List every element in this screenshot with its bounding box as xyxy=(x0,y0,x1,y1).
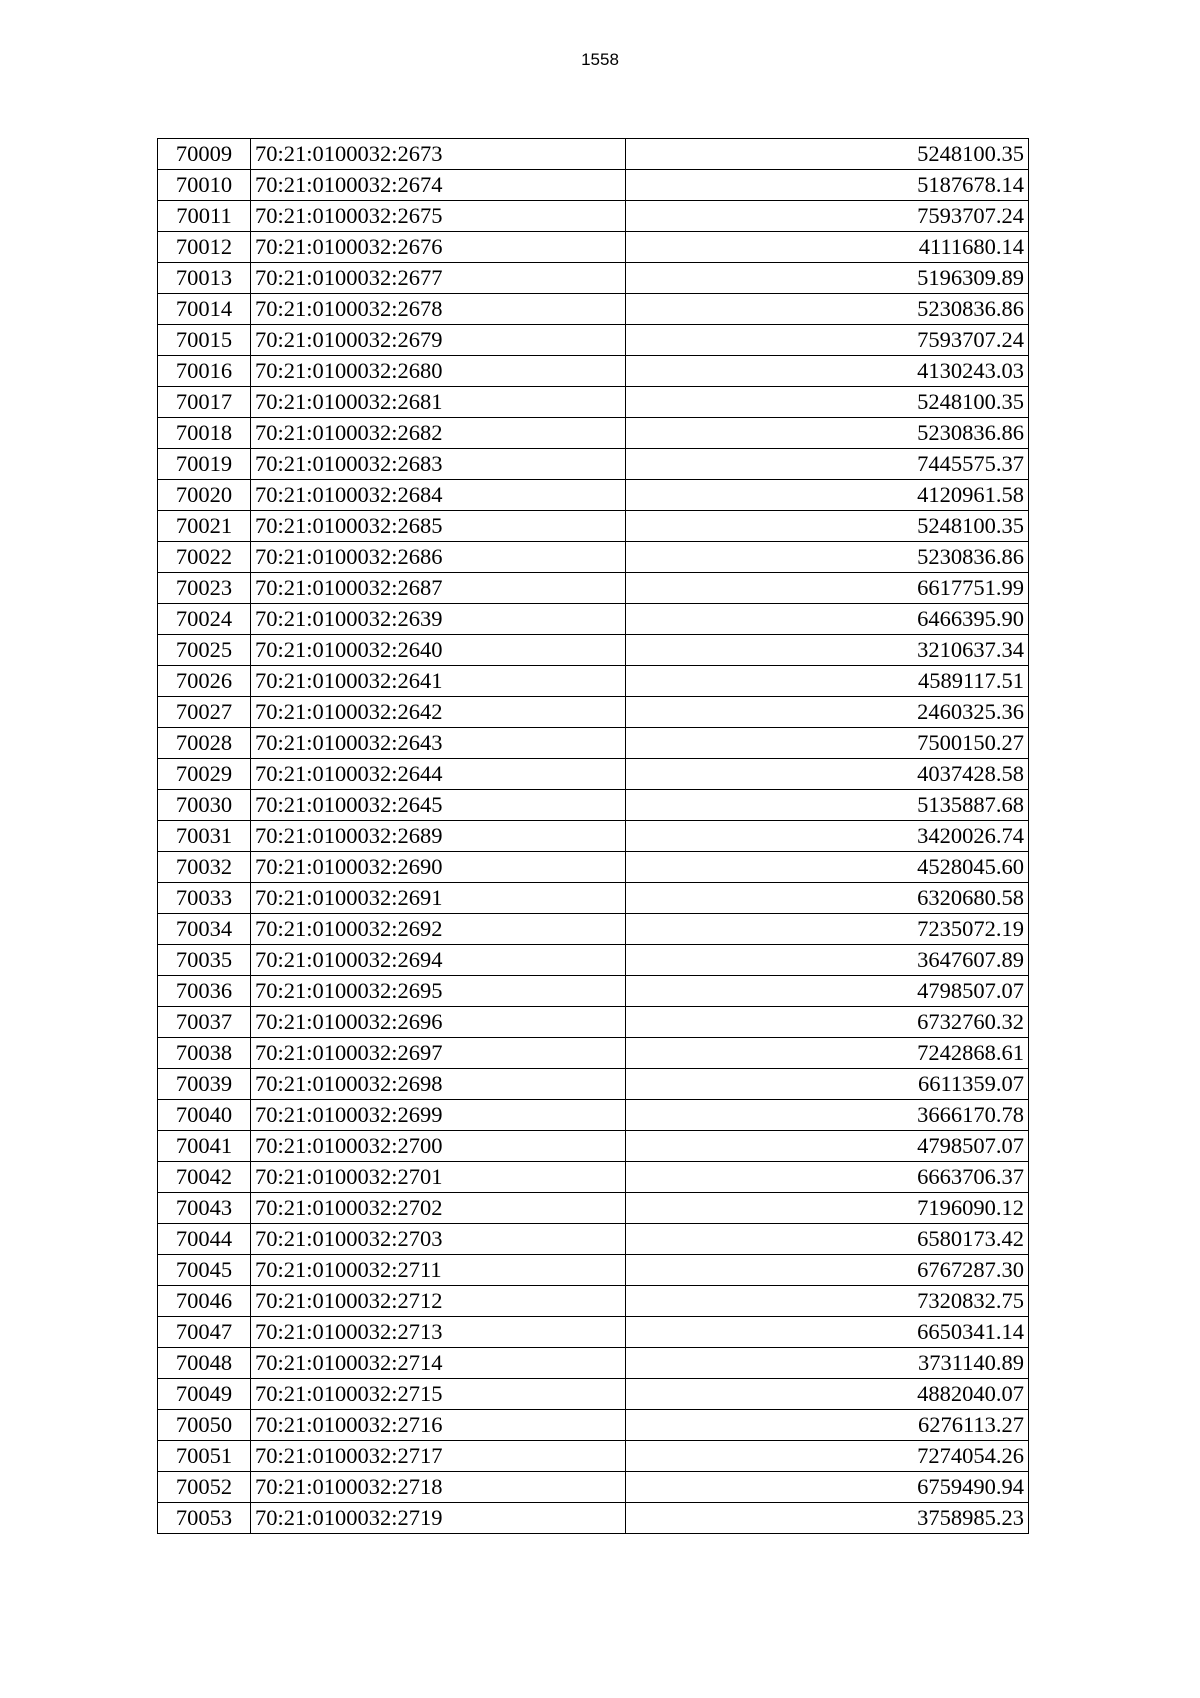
table-row xyxy=(158,511,1029,542)
table-row xyxy=(158,759,1029,790)
table-row xyxy=(158,728,1029,759)
table-row xyxy=(158,1224,1029,1255)
table-row xyxy=(158,232,1029,263)
row-number-cell: 70030 xyxy=(158,790,251,821)
row-number-cell: 70039 xyxy=(158,1069,251,1100)
value-cell: 5230836.86 xyxy=(626,418,1029,449)
row-number-cell: 70037 xyxy=(158,1007,251,1038)
table-row xyxy=(158,418,1029,449)
cadastral-number-cell: 70:21:0100032:2696 xyxy=(251,1007,626,1038)
row-number-cell: 70019 xyxy=(158,449,251,480)
value-cell: 3420026.74 xyxy=(626,821,1029,852)
row-number-cell: 70022 xyxy=(158,542,251,573)
table-row xyxy=(158,170,1029,201)
table-row xyxy=(158,1286,1029,1317)
value-cell: 5135887.68 xyxy=(626,790,1029,821)
row-number-cell: 70049 xyxy=(158,1379,251,1410)
cadastral-number-cell: 70:21:0100032:2674 xyxy=(251,170,626,201)
value-cell: 4798507.07 xyxy=(626,1131,1029,1162)
row-number-cell: 70027 xyxy=(158,697,251,728)
value-cell: 7593707.24 xyxy=(626,201,1029,232)
value-cell: 6732760.32 xyxy=(626,1007,1029,1038)
table-row xyxy=(158,852,1029,883)
cadastral-number-cell: 70:21:0100032:2717 xyxy=(251,1441,626,1472)
value-cell: 5230836.86 xyxy=(626,294,1029,325)
cadastral-number-cell: 70:21:0100032:2683 xyxy=(251,449,626,480)
row-number-cell: 70013 xyxy=(158,263,251,294)
row-number-cell: 70034 xyxy=(158,914,251,945)
row-number-cell: 70017 xyxy=(158,387,251,418)
cadastral-number-cell: 70:21:0100032:2711 xyxy=(251,1255,626,1286)
cadastral-number-cell: 70:21:0100032:2700 xyxy=(251,1131,626,1162)
cadastral-number-cell: 70:21:0100032:2699 xyxy=(251,1100,626,1131)
value-cell: 4528045.60 xyxy=(626,852,1029,883)
table-row xyxy=(158,480,1029,511)
cadastral-number-cell: 70:21:0100032:2718 xyxy=(251,1472,626,1503)
value-cell: 6650341.14 xyxy=(626,1317,1029,1348)
value-cell: 3731140.89 xyxy=(626,1348,1029,1379)
row-number-cell: 70014 xyxy=(158,294,251,325)
table-row xyxy=(158,542,1029,573)
cadastral-number-cell: 70:21:0100032:2639 xyxy=(251,604,626,635)
value-cell: 4882040.07 xyxy=(626,1379,1029,1410)
cadastral-number-cell: 70:21:0100032:2712 xyxy=(251,1286,626,1317)
cadastral-number-cell: 70:21:0100032:2682 xyxy=(251,418,626,449)
cadastral-number-cell: 70:21:0100032:2684 xyxy=(251,480,626,511)
value-cell: 5248100.35 xyxy=(626,387,1029,418)
row-number-cell: 70025 xyxy=(158,635,251,666)
cadastral-number-cell: 70:21:0100032:2681 xyxy=(251,387,626,418)
table-row xyxy=(158,821,1029,852)
row-number-cell: 70028 xyxy=(158,728,251,759)
records-table-body xyxy=(158,139,1029,1534)
table-row xyxy=(158,201,1029,232)
row-number-cell: 70053 xyxy=(158,1503,251,1534)
value-cell: 6611359.07 xyxy=(626,1069,1029,1100)
cadastral-number-cell: 70:21:0100032:2643 xyxy=(251,728,626,759)
table-row xyxy=(158,635,1029,666)
table-row xyxy=(158,1162,1029,1193)
table-row xyxy=(158,604,1029,635)
cadastral-number-cell: 70:21:0100032:2673 xyxy=(251,139,626,170)
row-number-cell: 70032 xyxy=(158,852,251,883)
value-cell: 3666170.78 xyxy=(626,1100,1029,1131)
row-number-cell: 70023 xyxy=(158,573,251,604)
value-cell: 5248100.35 xyxy=(626,511,1029,542)
value-cell: 5230836.86 xyxy=(626,542,1029,573)
row-number-cell: 70015 xyxy=(158,325,251,356)
value-cell: 4130243.03 xyxy=(626,356,1029,387)
cadastral-number-cell: 70:21:0100032:2686 xyxy=(251,542,626,573)
value-cell: 4798507.07 xyxy=(626,976,1029,1007)
row-number-cell: 70011 xyxy=(158,201,251,232)
cadastral-number-cell: 70:21:0100032:2640 xyxy=(251,635,626,666)
value-cell: 6663706.37 xyxy=(626,1162,1029,1193)
value-cell: 4037428.58 xyxy=(626,759,1029,790)
cadastral-number-cell: 70:21:0100032:2642 xyxy=(251,697,626,728)
value-cell: 7320832.75 xyxy=(626,1286,1029,1317)
table-row xyxy=(158,1410,1029,1441)
table-row xyxy=(158,1348,1029,1379)
value-cell: 6466395.90 xyxy=(626,604,1029,635)
value-cell: 3210637.34 xyxy=(626,635,1029,666)
table-row xyxy=(158,914,1029,945)
table-row xyxy=(158,1069,1029,1100)
records-table xyxy=(157,138,1029,1534)
table-row xyxy=(158,666,1029,697)
value-cell: 4120961.58 xyxy=(626,480,1029,511)
row-number-cell: 70016 xyxy=(158,356,251,387)
row-number-cell: 70018 xyxy=(158,418,251,449)
row-number-cell: 70047 xyxy=(158,1317,251,1348)
value-cell: 6320680.58 xyxy=(626,883,1029,914)
table-row xyxy=(158,1472,1029,1503)
row-number-cell: 70021 xyxy=(158,511,251,542)
table-row xyxy=(158,325,1029,356)
table-row xyxy=(158,139,1029,170)
cadastral-number-cell: 70:21:0100032:2687 xyxy=(251,573,626,604)
row-number-cell: 70036 xyxy=(158,976,251,1007)
cadastral-number-cell: 70:21:0100032:2645 xyxy=(251,790,626,821)
cadastral-number-cell: 70:21:0100032:2691 xyxy=(251,883,626,914)
row-number-cell: 70045 xyxy=(158,1255,251,1286)
value-cell: 6759490.94 xyxy=(626,1472,1029,1503)
value-cell: 6767287.30 xyxy=(626,1255,1029,1286)
row-number-cell: 70033 xyxy=(158,883,251,914)
cadastral-number-cell: 70:21:0100032:2676 xyxy=(251,232,626,263)
cadastral-number-cell: 70:21:0100032:2716 xyxy=(251,1410,626,1441)
row-number-cell: 70042 xyxy=(158,1162,251,1193)
value-cell: 6617751.99 xyxy=(626,573,1029,604)
row-number-cell: 70035 xyxy=(158,945,251,976)
cadastral-number-cell: 70:21:0100032:2715 xyxy=(251,1379,626,1410)
cadastral-number-cell: 70:21:0100032:2678 xyxy=(251,294,626,325)
table-row xyxy=(158,449,1029,480)
table-row xyxy=(158,387,1029,418)
table-row xyxy=(158,573,1029,604)
row-number-cell: 70040 xyxy=(158,1100,251,1131)
value-cell: 7235072.19 xyxy=(626,914,1029,945)
value-cell: 7593707.24 xyxy=(626,325,1029,356)
cadastral-number-cell: 70:21:0100032:2641 xyxy=(251,666,626,697)
table-row xyxy=(158,697,1029,728)
table-row xyxy=(158,945,1029,976)
row-number-cell: 70048 xyxy=(158,1348,251,1379)
row-number-cell: 70020 xyxy=(158,480,251,511)
value-cell: 7242868.61 xyxy=(626,1038,1029,1069)
table-row xyxy=(158,1193,1029,1224)
value-cell: 4589117.51 xyxy=(626,666,1029,697)
value-cell: 7196090.12 xyxy=(626,1193,1029,1224)
table-row xyxy=(158,1255,1029,1286)
row-number-cell: 70010 xyxy=(158,170,251,201)
table-row xyxy=(158,1317,1029,1348)
cadastral-number-cell: 70:21:0100032:2698 xyxy=(251,1069,626,1100)
cadastral-number-cell: 70:21:0100032:2694 xyxy=(251,945,626,976)
cadastral-number-cell: 70:21:0100032:2719 xyxy=(251,1503,626,1534)
cadastral-number-cell: 70:21:0100032:2703 xyxy=(251,1224,626,1255)
row-number-cell: 70041 xyxy=(158,1131,251,1162)
table-row xyxy=(158,1441,1029,1472)
row-number-cell: 70026 xyxy=(158,666,251,697)
cadastral-number-cell: 70:21:0100032:2692 xyxy=(251,914,626,945)
value-cell: 6276113.27 xyxy=(626,1410,1029,1441)
row-number-cell: 70012 xyxy=(158,232,251,263)
row-number-cell: 70009 xyxy=(158,139,251,170)
row-number-cell: 70038 xyxy=(158,1038,251,1069)
row-number-cell: 70029 xyxy=(158,759,251,790)
cadastral-number-cell: 70:21:0100032:2714 xyxy=(251,1348,626,1379)
table-row xyxy=(158,883,1029,914)
page-number: 1558 xyxy=(581,50,619,69)
table-row xyxy=(158,263,1029,294)
value-cell: 5187678.14 xyxy=(626,170,1029,201)
table-row xyxy=(158,294,1029,325)
cadastral-number-cell: 70:21:0100032:2679 xyxy=(251,325,626,356)
row-number-cell: 70046 xyxy=(158,1286,251,1317)
cadastral-number-cell: 70:21:0100032:2680 xyxy=(251,356,626,387)
value-cell: 7445575.37 xyxy=(626,449,1029,480)
table-row xyxy=(158,356,1029,387)
cadastral-number-cell: 70:21:0100032:2677 xyxy=(251,263,626,294)
value-cell: 5248100.35 xyxy=(626,139,1029,170)
table-row xyxy=(158,1007,1029,1038)
cadastral-number-cell: 70:21:0100032:2701 xyxy=(251,1162,626,1193)
table-row xyxy=(158,1131,1029,1162)
table-row xyxy=(158,976,1029,1007)
cadastral-number-cell: 70:21:0100032:2685 xyxy=(251,511,626,542)
row-number-cell: 70043 xyxy=(158,1193,251,1224)
cadastral-number-cell: 70:21:0100032:2695 xyxy=(251,976,626,1007)
value-cell: 5196309.89 xyxy=(626,263,1029,294)
row-number-cell: 70024 xyxy=(158,604,251,635)
cadastral-number-cell: 70:21:0100032:2689 xyxy=(251,821,626,852)
row-number-cell: 70052 xyxy=(158,1472,251,1503)
row-number-cell: 70050 xyxy=(158,1410,251,1441)
table-row xyxy=(158,790,1029,821)
cadastral-number-cell: 70:21:0100032:2702 xyxy=(251,1193,626,1224)
cadastral-number-cell: 70:21:0100032:2644 xyxy=(251,759,626,790)
row-number-cell: 70051 xyxy=(158,1441,251,1472)
table-row xyxy=(158,1100,1029,1131)
table-row xyxy=(158,1038,1029,1069)
row-number-cell: 70044 xyxy=(158,1224,251,1255)
value-cell: 4111680.14 xyxy=(626,232,1029,263)
value-cell: 7500150.27 xyxy=(626,728,1029,759)
cadastral-number-cell: 70:21:0100032:2713 xyxy=(251,1317,626,1348)
table-row xyxy=(158,1379,1029,1410)
value-cell: 2460325.36 xyxy=(626,697,1029,728)
value-cell: 3758985.23 xyxy=(626,1503,1029,1534)
cadastral-number-cell: 70:21:0100032:2697 xyxy=(251,1038,626,1069)
cadastral-number-cell: 70:21:0100032:2690 xyxy=(251,852,626,883)
cadastral-number-cell: 70:21:0100032:2675 xyxy=(251,201,626,232)
table-row xyxy=(158,1503,1029,1534)
value-cell: 3647607.89 xyxy=(626,945,1029,976)
value-cell: 6580173.42 xyxy=(626,1224,1029,1255)
value-cell: 7274054.26 xyxy=(626,1441,1029,1472)
row-number-cell: 70031 xyxy=(158,821,251,852)
